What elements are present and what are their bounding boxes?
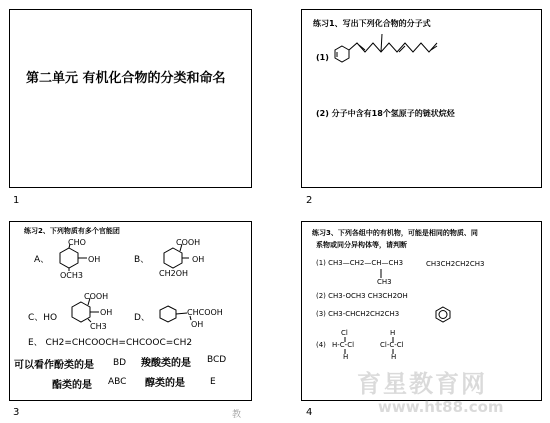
slide-4-heading-line-1: 练习3、下列各组中的有机物，可能是相同的物质、同 xyxy=(312,229,478,237)
slide-2-label-2: (2) 分子中含有18个氢原子的链状烷烃 xyxy=(316,109,455,118)
compound-c-benzene-ring xyxy=(66,296,106,336)
compound-d-chcooh: CHCOOH xyxy=(187,308,223,317)
item-1-branch: CH3 xyxy=(377,278,392,286)
compound-b-ch2oh: CH2OH xyxy=(159,269,189,278)
compound-a-och3: OCH3 xyxy=(60,271,83,280)
answer-alcohols-label: 醇类的是 xyxy=(145,378,185,389)
slide-2[interactable] xyxy=(301,9,542,188)
compound-a-label: A、 xyxy=(34,255,50,265)
compound-d-label: D、 xyxy=(134,313,150,323)
slide-3-heading: 练习2、下列物质有多个官能团 xyxy=(24,227,120,235)
compound-a-cho: CHO xyxy=(68,238,86,247)
answer-esters-label: 酯类的是 xyxy=(52,380,92,391)
slide-1-title: 第二单元 有机化合物的分类和命名 xyxy=(26,71,226,86)
answer-acids-label: 羧酸类的是 xyxy=(141,358,191,369)
compound-b-label: B、 xyxy=(134,255,150,265)
answer-alcohols-value: E xyxy=(210,377,216,387)
item-2: (2) CH3-OCH3 CH3CH2OH xyxy=(316,292,408,300)
answer-phenols-value: BD xyxy=(113,358,127,368)
compound-a-benzene-ring xyxy=(54,242,94,282)
answer-acids-value: BCD xyxy=(207,355,227,365)
compound-d-benzene-ring xyxy=(154,298,194,338)
compound-c-ch3: CH3 xyxy=(90,322,107,331)
item-4-right-top: H xyxy=(390,329,396,337)
compound-c-cooh: COOH xyxy=(84,292,109,301)
slide-1-number: 1 xyxy=(13,195,20,206)
item-1-right: CH3CH2CH2CH3 xyxy=(426,260,485,268)
compound-d-oh: OH xyxy=(191,320,204,329)
slide-1[interactable] xyxy=(9,9,252,188)
item-4-left-bottom: H xyxy=(343,353,349,361)
compound-a-oh: OH xyxy=(88,255,101,264)
watermark-url: www.ht88.com xyxy=(378,398,504,416)
slide-2-heading: 练习1、写出下列化合物的分子式 xyxy=(313,19,431,28)
slide-3-number: 3 xyxy=(13,407,20,418)
item-4-bonds xyxy=(302,332,422,362)
item-4-left-top: Cl xyxy=(341,329,348,337)
item-4-right-bottom: H xyxy=(391,353,397,361)
compound-c-oh: OH xyxy=(100,308,113,317)
compound-b-oh: OH xyxy=(192,255,205,264)
slide-3-footer: 教 xyxy=(232,410,242,420)
item-3: (3) CH3-CHCH2CH2CH3 xyxy=(316,310,400,318)
compound-b-cooh: COOH xyxy=(176,238,201,247)
structure-skeletal-formula xyxy=(302,10,542,70)
answer-phenols-label: 可以看作酚类的是 xyxy=(14,360,94,371)
slide-2-label-1: (1) xyxy=(316,53,329,62)
item-4-right: Cl-C-Cl xyxy=(380,341,404,349)
item-4-left: H-C-Cl xyxy=(332,341,355,349)
item-4-label: (4) xyxy=(316,341,326,349)
slide-4-number: 4 xyxy=(306,407,313,418)
compound-b-benzene-ring xyxy=(158,242,198,282)
item-3-benzene-ring xyxy=(434,305,454,325)
compound-c-label: C、HO xyxy=(28,313,58,323)
item-1-formula: (1) CH3—CH2—CH—CH3 xyxy=(316,259,404,267)
compound-e: E、 CH2=CHCOOCH=CHCOOC=CH2 xyxy=(28,338,193,348)
answer-esters-value: ABC xyxy=(108,377,127,387)
slide-3[interactable] xyxy=(9,221,252,401)
slide-4-heading-line-2: 系物或同分异构体等，请判断 xyxy=(316,241,407,249)
watermark-logo: 育星教育网 xyxy=(357,370,487,398)
slide-2-number: 2 xyxy=(306,195,313,206)
